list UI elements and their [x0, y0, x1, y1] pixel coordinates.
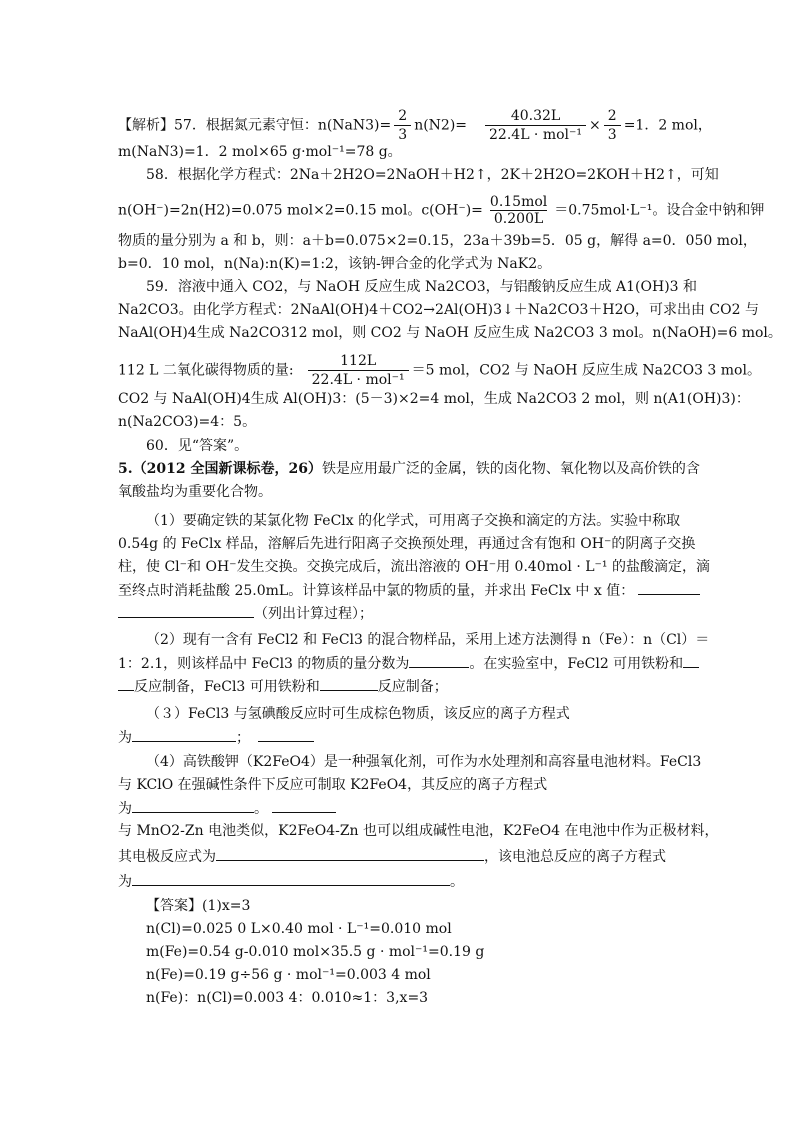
p58-line2 — [118, 194, 764, 227]
p59-line4a: 112 L 二氧化碳得物质的量: — [118, 362, 294, 379]
answer-head: 【答案】(1)x=3 — [146, 898, 251, 914]
q5-s4-line6a: 为 — [118, 874, 132, 890]
p57-line2: m(NaN3)=1．2 mol×65 g·mol⁻¹=78 g。 — [118, 144, 402, 160]
p59-line5: CO2 与 NaAl(OH)4生成 Al(OH)3：(5－3)×2=4 mol，生成 Na2CO3 2 mol，则 n(A1(OH)3)： — [118, 391, 750, 407]
q5-intro: 铁是应用最广泛的金属，铁的卤化物、氧化物以及高价铁的含 — [321, 461, 700, 477]
q5-s2-line3a: 反应制备，FeCl3 可用铁粉和 — [134, 679, 320, 695]
q5-s1-line5-text: （列出计算过程）； — [254, 606, 373, 622]
p59-line2: Na2CO3。由化学方程式：2NaAl(OH)4＋CO2→2Al(OH)3↓＋Na2CO3＋H2O，可求出由 CO2 与 — [118, 302, 759, 318]
fraction-numerator: 112L — [340, 353, 377, 369]
p57-line1 — [118, 107, 712, 144]
q5-s4-line6 — [118, 871, 464, 892]
fraction-numerator: 0.15mol — [489, 194, 548, 210]
fraction-denominator: 3 — [604, 125, 621, 144]
answer-blank[interactable] — [132, 798, 254, 813]
p58-line4: b=0．10 mol，n(Na):n(K)=1:2，该钠-钾合金的化学式为 NaK2。 — [118, 256, 552, 272]
answer-blank[interactable] — [132, 727, 236, 742]
q5-s4-line2: 与 KClO 在强碱性条件下反应可制取 K2FeO4，其反应的离子方程式 — [118, 777, 548, 793]
answer-line3: n(Fe)=0.19 g÷56 g · mol⁻¹=0.003 4 mol — [146, 967, 431, 983]
answer-blank[interactable] — [409, 653, 469, 668]
p58-fraction-concentration — [486, 194, 551, 227]
q5-s4-line5 — [118, 846, 666, 867]
fraction-numerator: 40.32L — [510, 108, 561, 124]
q5-s4-line3 — [118, 798, 336, 819]
q5-s4-line5a: 其电极反应式为 — [118, 849, 216, 865]
q5-s3-line2a: 为 — [118, 730, 132, 746]
answer-blank[interactable] — [132, 871, 450, 886]
q5-s1-line4 — [118, 580, 700, 601]
fraction-denominator: 3 — [394, 125, 411, 144]
answer-blank[interactable] — [118, 603, 254, 618]
fraction-numerator: 2 — [607, 108, 617, 124]
p57-tail: =1．2 mol， — [623, 117, 712, 134]
q5-source: 5.（2012 全国新课标卷，26） — [118, 461, 322, 477]
q5-s2-line3 — [118, 676, 448, 697]
fraction-numerator: 2 — [398, 108, 408, 124]
p59-line1: 59．溶液中通入 CO2，与 NaOH 反应生成 Na2CO3，与铝酸钠反应生成 A1(OH)3 和 — [146, 279, 698, 295]
p59-line6: n(Na2CO3)=4：5。 — [118, 414, 257, 430]
p58-line2a: n(OH⁻)=2n(H2)=0.075 mol×2=0.15 mol。c(OH⁻)= — [118, 202, 483, 219]
p59-line4 — [118, 352, 761, 389]
q5-s1-line4-text: 至终点时消耗盐酸 25.0mL。计算该样品中氯的物质的量，并求出 FeClx 中 x 值： — [118, 583, 635, 599]
q5-s4-line5b: ，该电池总反应的离子方程式 — [484, 849, 666, 865]
q5-s2-line2a: 1：2.1，则该样品中 FeCl3 的物质的量分数为 — [118, 656, 410, 672]
q5-s2-line2b: 。在实验室中，FeCl2 可用铁粉和 — [469, 656, 684, 672]
answer-blank[interactable] — [272, 798, 336, 813]
p57-fraction-volume — [485, 107, 586, 144]
p57-nnan3: n(NaN3)= — [317, 117, 392, 134]
answer-blank[interactable] — [683, 653, 699, 668]
p58-line1: 58．根据化学方程式：2Na＋2H2O=2NaOH＋H2↑，2K＋2H2O=2KOH＋H2↑，可知 — [146, 167, 719, 183]
q5-s4-line1: （4）高铁酸钾（K2FeO4）是一种强氧化剂，可作为水处理剂和高容量电池材料。FeCl3 — [146, 754, 702, 770]
p57-nn2: n(N2)= — [414, 117, 468, 134]
fraction-denominator: 22.4L · mol⁻¹ — [308, 370, 409, 389]
q5-s3-line2 — [118, 727, 314, 748]
q5-s1-line3: 柱，使 Cl⁻和 OH⁻发生交换。交换完成后，流出溶液的 OH⁻用 0.40mol · L⁻¹ 的盐酸滴定，滴 — [118, 559, 710, 575]
q5-s4-line3b: 。 — [254, 801, 268, 817]
answer-blank[interactable] — [216, 846, 484, 861]
answer-blank[interactable] — [320, 676, 378, 691]
p59-line3: NaAl(OH)4生成 Na2CO312 mol，则 CO2 与 NaOH 反应生成 Na2CO3 3 mol。n(NaOH)=6 mol。 — [118, 325, 782, 341]
q5-s4-line4: 与 MnO2-Zn 电池类似，K2FeO4-Zn 也可以组成碱性电池，K2FeO4 在电池中作为正极材料， — [118, 823, 719, 839]
answer-blank[interactable] — [638, 580, 700, 595]
fraction-denominator: 0.200L — [490, 210, 547, 227]
q5-s1-line1: （1）要确定铁的某氯化物 FeClx 的化学式，可用离子交换和滴定的方法。实验中称取 — [146, 513, 681, 529]
fraction-denominator: 22.4L · mol⁻¹ — [485, 125, 586, 144]
p57-times: × — [589, 117, 601, 134]
q5-s2-line1: （2）现有一含有 FeCl2 和 FeCl3 的混合物样品，采用上述方法测得 n（Fe）：n（Cl）＝ — [146, 632, 710, 648]
q5-s4-line6b: 。 — [450, 874, 464, 890]
p57-fraction-2-3b — [604, 107, 621, 144]
p57-head: 【解析】57．根据氮元素守恒： — [118, 117, 318, 134]
answer-blank[interactable] — [118, 676, 134, 691]
p59-fraction-moles — [308, 352, 409, 389]
q5-s3-line1: （３）FeCl3 与氢碘酸反应时可生成棕色物质，该反应的离子方程式 — [146, 706, 570, 722]
q5-s4-line3a: 为 — [118, 801, 132, 817]
q5-s1-line2: 0.54g 的 FeClx 样品，溶解后先进行阳离子交换预处理，再通过含有饱和 OH⁻的阴离子交换 — [118, 536, 696, 552]
p59-line4b: ＝5 mol，CO2 与 NaOH 反应生成 Na2CO3 3 mol。 — [411, 362, 761, 379]
answer-blank[interactable] — [258, 727, 314, 742]
p58-line2b: ＝0.75mol·L⁻¹。设合金中钠和钾 — [554, 202, 765, 219]
q5-s1-line5 — [118, 603, 373, 624]
p60-line: 60．见“答案”。 — [146, 438, 249, 454]
p58-line3: 物质的量分别为 a 和 b，则：a＋b=0.075×2=0.15，23a＋39b=5．05 g，解得 a=0．050 mol， — [118, 233, 757, 249]
q5-s2-line2 — [118, 653, 699, 674]
q5-line2: 氧酸盐均为重要化合物。 — [118, 484, 272, 500]
answer-line4: n(Fe)：n(Cl)=0.003 4：0.010≈1：3,x=3 — [146, 990, 429, 1006]
q5-line1 — [118, 459, 700, 479]
p57-fraction-2-3 — [394, 107, 411, 144]
q5-s2-line3b: 反应制备； — [377, 679, 448, 695]
q5-s3-line2b: ； — [236, 730, 250, 746]
answer-line2: m(Fe)=0.54 g-0.010 mol×35.5 g · mol⁻¹=0.19 g — [146, 944, 485, 960]
answer-line1: n(Cl)=0.025 0 L×0.40 mol · L⁻¹=0.010 mol — [146, 921, 452, 937]
